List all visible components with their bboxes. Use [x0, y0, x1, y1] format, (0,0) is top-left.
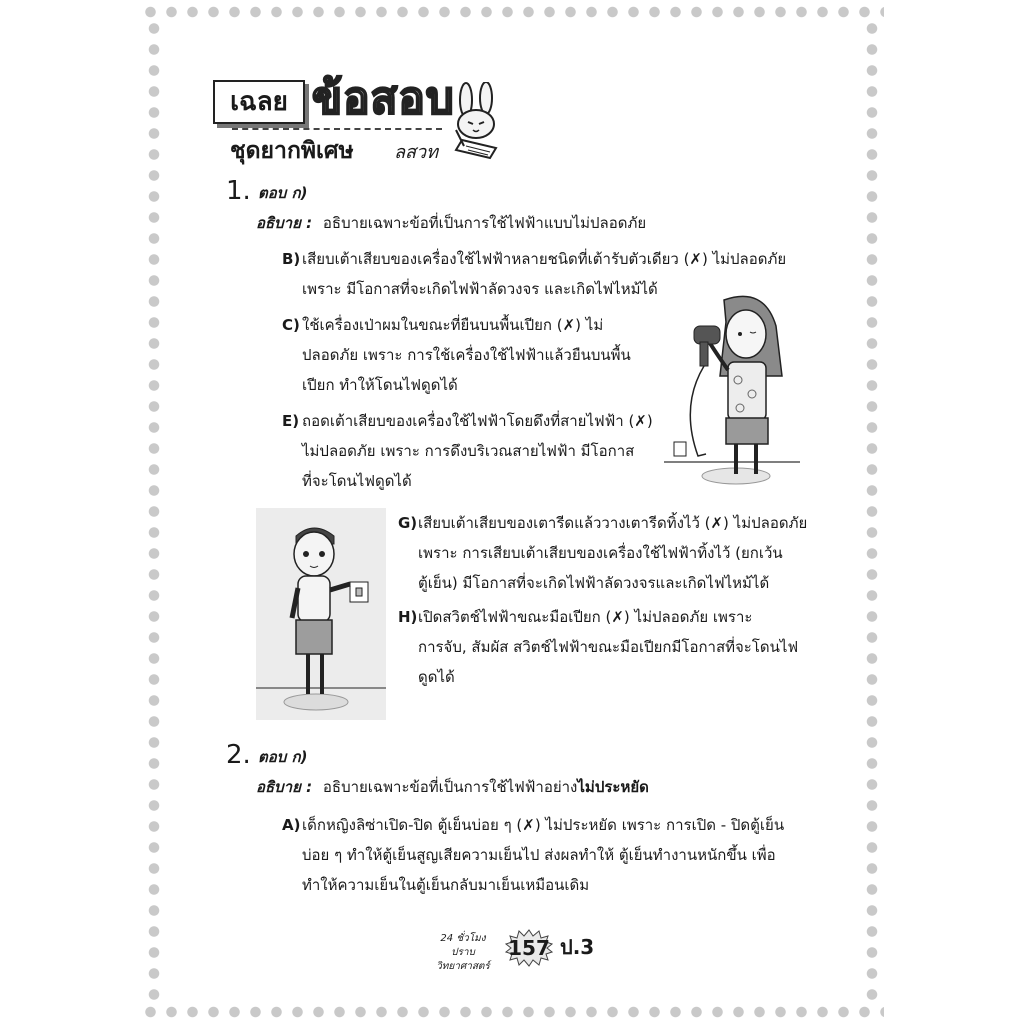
- item-letter: B): [282, 250, 301, 268]
- item-line: ถอดเต้าเสียบของเครื่องใช้ไฟฟ้าโดยดึงที่สายไฟฟ้า (✗): [302, 412, 653, 430]
- header-title: ข้อสอบ: [312, 73, 455, 124]
- item-letter: A): [282, 816, 301, 834]
- item-line: เสียบเต้าเสียบของเตารีดแล้ววางเตารีดทิ้งไว้ (✗) ไม่ปลอดภัย: [418, 514, 808, 532]
- question-1-number: 1.: [226, 176, 251, 206]
- item-line: เพราะ การเสียบเต้าเสียบของเครื่องใช้ไฟฟ้าทิ้งไว้ (ยกเว้น: [418, 544, 783, 562]
- item-line: ปลอดภัย เพราะ การใช้เครื่องใช้ไฟฟ้าแล้วยืนบนพื้น: [302, 346, 631, 364]
- book-title-line: 24 ชั่วโมง: [440, 933, 486, 944]
- item-line: ที่จะโดนไฟดูดได้: [302, 472, 412, 490]
- item-letter: C): [282, 316, 300, 334]
- explain-text: อธิบายเฉพาะข้อที่เป็นการใช้ไฟฟ้าอย่าง: [322, 778, 578, 796]
- item-line: เปิดสวิตช์ไฟฟ้าขณะมือเปียก (✗) ไม่ปลอดภัย เพราะ: [418, 608, 753, 626]
- item-line: ใช้เครื่องเป่าผมในขณะที่ยืนบนพื้นเปียก (✗) ไม่: [302, 316, 604, 334]
- item-line: เสียบเต้าเสียบของเครื่องใช้ไฟฟ้าหลายชนิดที่เต้ารับตัวเดียว (✗) ไม่ปลอดภัย: [302, 250, 787, 268]
- page-border-left: [148, 18, 160, 1006]
- header-divider: [232, 128, 442, 130]
- question-2-number: 2.: [226, 740, 251, 770]
- item-line: เปียก ทำให้โดนไฟดูดได้: [302, 376, 458, 394]
- item-line: เพราะ มีโอกาสที่จะเกิดไฟฟ้าลัดวงจร และเกิดไฟไหม้ได้: [302, 280, 658, 298]
- item-line: ไม่ปลอดภัย เพราะ การดึงบริเวณสายไฟฟ้า มีโอกาส: [302, 442, 635, 460]
- item-letter: G): [398, 514, 418, 532]
- header-tag: เฉลย: [213, 80, 305, 124]
- book-title-line: วิทยาศาสตร์: [436, 961, 490, 972]
- item-line: ตู้เย็น) มีโอกาสที่จะเกิดไฟฟ้าลัดวงจรและเกิดไฟไหม้ได้: [418, 574, 770, 592]
- explain-label: อธิบาย :: [256, 214, 313, 232]
- question-1-explanation: [256, 208, 646, 238]
- question-2-explanation: [256, 772, 649, 802]
- explain-text: อธิบายเฉพาะข้อที่เป็นการใช้ไฟฟ้าแบบไม่ปลอดภัย: [322, 214, 647, 232]
- page-border-right: [866, 18, 878, 1006]
- item-letter: E): [282, 412, 300, 430]
- page-border-top: [140, 6, 884, 18]
- item-line: ดูดได้: [418, 668, 455, 686]
- item-letter: H): [398, 608, 418, 626]
- explain-label: อธิบาย :: [256, 778, 313, 796]
- book-title-line: ปราบ: [451, 947, 475, 958]
- item-line: การจับ, สัมผัส สวิตช์ไฟฟ้าขณะมือเปียกมีโอกาสที่จะโดนไฟ: [418, 638, 799, 656]
- question-1-answer: ตอบ ก): [258, 184, 308, 202]
- question-2-answer: ตอบ ก): [258, 748, 308, 766]
- explain-bold-text: ไม่ประหยัด: [577, 778, 649, 796]
- item-line: ทำให้ความเย็นในตู้เย็นกลับมาเย็นเหมือนเดิม: [302, 876, 590, 894]
- page-border-bottom: [140, 1006, 884, 1018]
- boy-wet-hands-switch-illustration: [256, 508, 386, 720]
- page-number: 157: [508, 936, 550, 960]
- header-subtitle: ชุดยากพิเศษ: [230, 138, 354, 164]
- header-subtitle-suffix: ลสวท: [394, 142, 438, 163]
- grade-level: ป.3: [560, 935, 595, 959]
- rabbit-mascot-icon: [446, 82, 508, 160]
- item-line: เด็กหญิงลิซ่าเปิด-ปิด ตู้เย็นบ่อย ๆ (✗) ไม่ประหยัด เพราะ การเปิด - ปิดตู้เย็น: [302, 816, 785, 834]
- book-title: [425, 932, 501, 974]
- item-line: บ่อย ๆ ทำให้ตู้เย็นสูญเสียความเย็นไป ส่งผลทำให้ ตู้เย็นทำงานหนักขึ้น เพื่อ: [302, 846, 776, 864]
- girl-hair-dryer-illustration: [664, 290, 800, 490]
